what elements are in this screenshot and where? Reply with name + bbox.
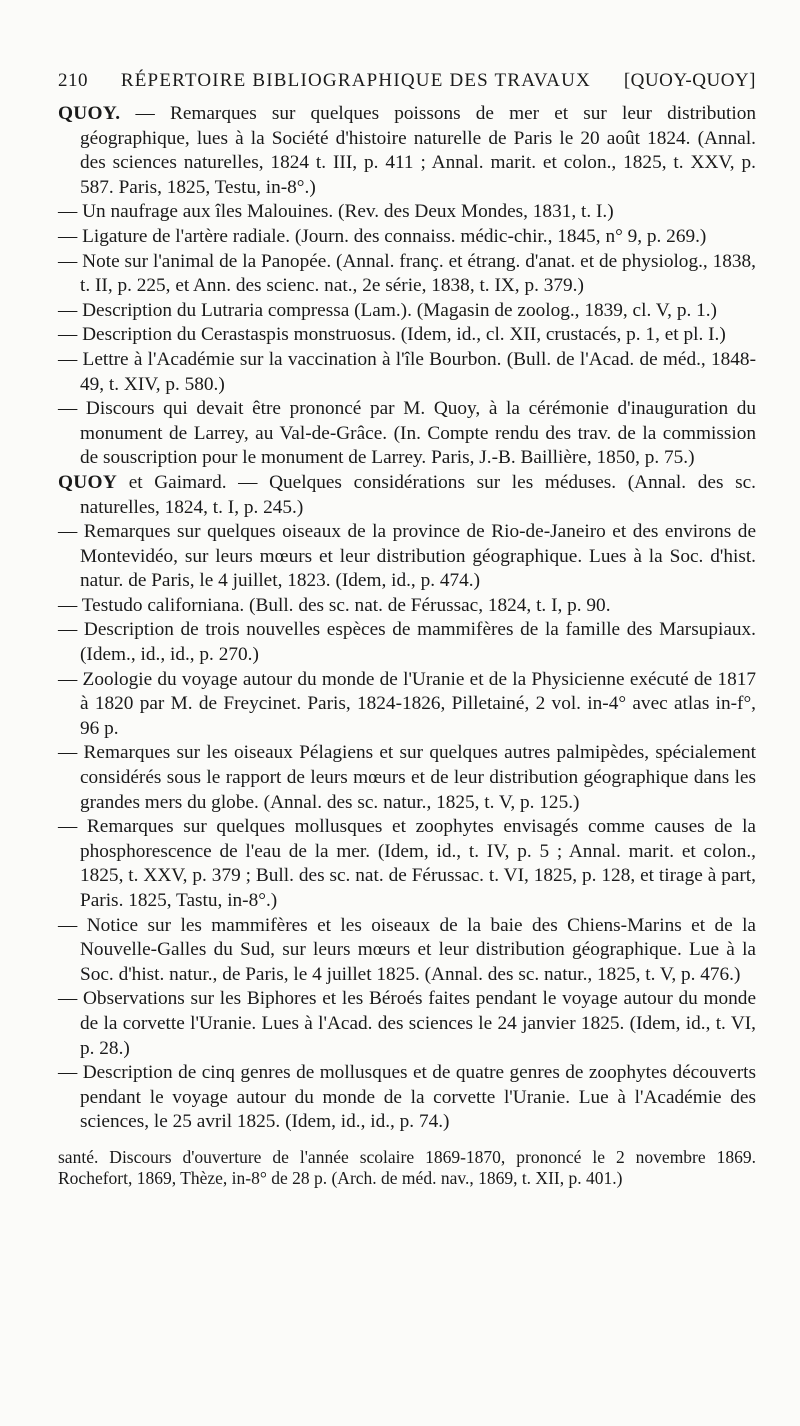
bibliography-entry: — Description de trois nouvelles espèces de mammifères de la famille des Marsupiaux. (Idem., id., id., p. 270.)	[58, 619, 756, 666]
bibliography-entry: — Note sur l'animal de la Panopée. (Annal. franç. et étrang. d'anat. et de physiolog., 1838, t. II, p. 225, et Ann. des scienc. nat., 2e série, 1838, t. IX, p. 379.)	[58, 250, 756, 297]
bibliography-entry: — Un naufrage aux îles Malouines. (Rev. des Deux Mondes, 1831, t. I.)	[58, 201, 614, 223]
entry-range: [QUOY-QUOY]	[623, 70, 756, 91]
running-title: RÉPERTOIRE BIBLIOGRAPHIQUE DES TRAVAUX	[120, 70, 591, 91]
bibliography-entry: — Description du Lutraria compressa (Lam.). (Magasin de zoolog., 1839, cl. V, p. 1.)	[58, 299, 717, 321]
page-number: 210	[58, 70, 88, 91]
bibliography-entry: — Zoologie du voyage autour du monde de l'Uranie et de la Physicienne exécuté de 1817 à 1820 par M. de Freycinet. Paris, 1824-1826, Pilletainé, 2 vol. in-4° avec atlas in-f°, 96 p.	[58, 668, 756, 739]
bibliography-entry: — Description du Cerastaspis monstruosus. (Idem, id., cl. XII, crustacés, p. 1, et pl. I.)	[58, 324, 726, 346]
bibliography-entry: — Notice sur les mammifères et les oiseaux de la baie des Chiens-Marins et de la Nouvelle-Galles du Sud, sur leurs mœurs et leur distribution géographique. Lue à la Soc. d'hist. natur., de Paris, le 4 juillet 1825. (Annal. des sc. natur., 1825, t. V, p. 476.)	[58, 914, 756, 985]
bibliography-entry: — Ligature de l'artère radiale. (Journ. des connaiss. médic-chir., 1845, n° 9, p. 269.)	[58, 225, 707, 247]
footnote-text: santé. Discours d'ouverture de l'année scolaire 1869-1870, prononcé le 2 novembre 1869. Rochefort, 1869, Thèze, in-8° de 28 p. (Arch. de méd. nav., 1869, t. XII, p. 401.)	[58, 1146, 756, 1188]
bibliography-entry: — Observations sur les Biphores et les Béroés faites pendant le voyage autour du monde de la corvette l'Uranie. Lues à l'Acad. des sciences le 24 janvier 1825. (Idem, id., t. VI, p. 28.)	[58, 988, 756, 1059]
bibliography-entry: — Discours qui devait être prononcé par M. Quoy, à la cérémonie d'inauguration du monument de Larrey, au Val-de-Grâce. (In. Compte rendu des trav. de la commission de souscription pour le monument de Larrey. Paris, J.-B. Baillière, 1850, p. 75.)	[58, 398, 756, 469]
bibliography-entry: — Remarques sur quelques mollusques et zoophytes envisagés comme causes de la phosphorescence de l'eau de la mer. (Idem, id., t. IV, p. 5 ; Annal. marit. et colon., 1825, t. XXV, p. 379 ; Bull. des sc. nat. de Férussac. t. VI, 1825, p. 128, et tirage à part, Paris. 1825, Tastu, in-8°.)	[58, 816, 756, 911]
bibliography-entry: — Testudo californiana. (Bull. des sc. nat. de Férussac, 1824, t. I, p. 90.	[58, 594, 611, 616]
bibliography-entry: QUOY et Gaimard. — Quelques considérations sur les méduses. (Annal. des sc. naturelles, 1824, t. I, p. 245.)	[58, 471, 756, 518]
bibliography-entry: — Remarques sur quelques oiseaux de la province de Rio-de-Janeiro et des environs de Montevidéo, sur leurs mœurs et leur distribution géographique. Lues à la Soc. d'hist. natur. de Paris, le 4 juillet, 1823. (Idem, id., p. 474.)	[58, 521, 756, 592]
page-header	[58, 70, 756, 92]
bibliography-entry: — Remarques sur les oiseaux Pélagiens et sur quelques autres palmipèdes, spécialement considérés sous le rapport de leurs mœurs et de leur distribution géographique dans les grandes mers du globe. (Annal. des sc. natur., 1825, t. V, p. 125.)	[58, 742, 756, 813]
footnote	[58, 1147, 756, 1189]
bibliography-entry: — Lettre à l'Académie sur la vaccination à l'île Bourbon. (Bull. de l'Acad. de méd., 1848-49, t. XIV, p. 580.)	[58, 348, 756, 395]
bibliography-entry: QUOY. — Remarques sur quelques poissons de mer et sur leur distribution géographique, lues à la Société d'histoire naturelle de Paris le 20 août 1824. (Annal. des sciences naturelles, 1824 t. III, p. 411 ; Annal. marit. et colon., 1825, t. XXV, p. 587. Paris, 1825, Testu, in-8°.)	[58, 103, 756, 198]
bibliography-entries	[58, 102, 756, 1135]
bibliography-entry: — Description de cinq genres de mollusques et de quatre genres de zoophytes découverts pendant le voyage autour du monde de la corvette l'Uranie. Lue à l'Académie des sciences, le 25 avril 1825. (Idem, id., id., p. 74.)	[58, 1062, 756, 1133]
